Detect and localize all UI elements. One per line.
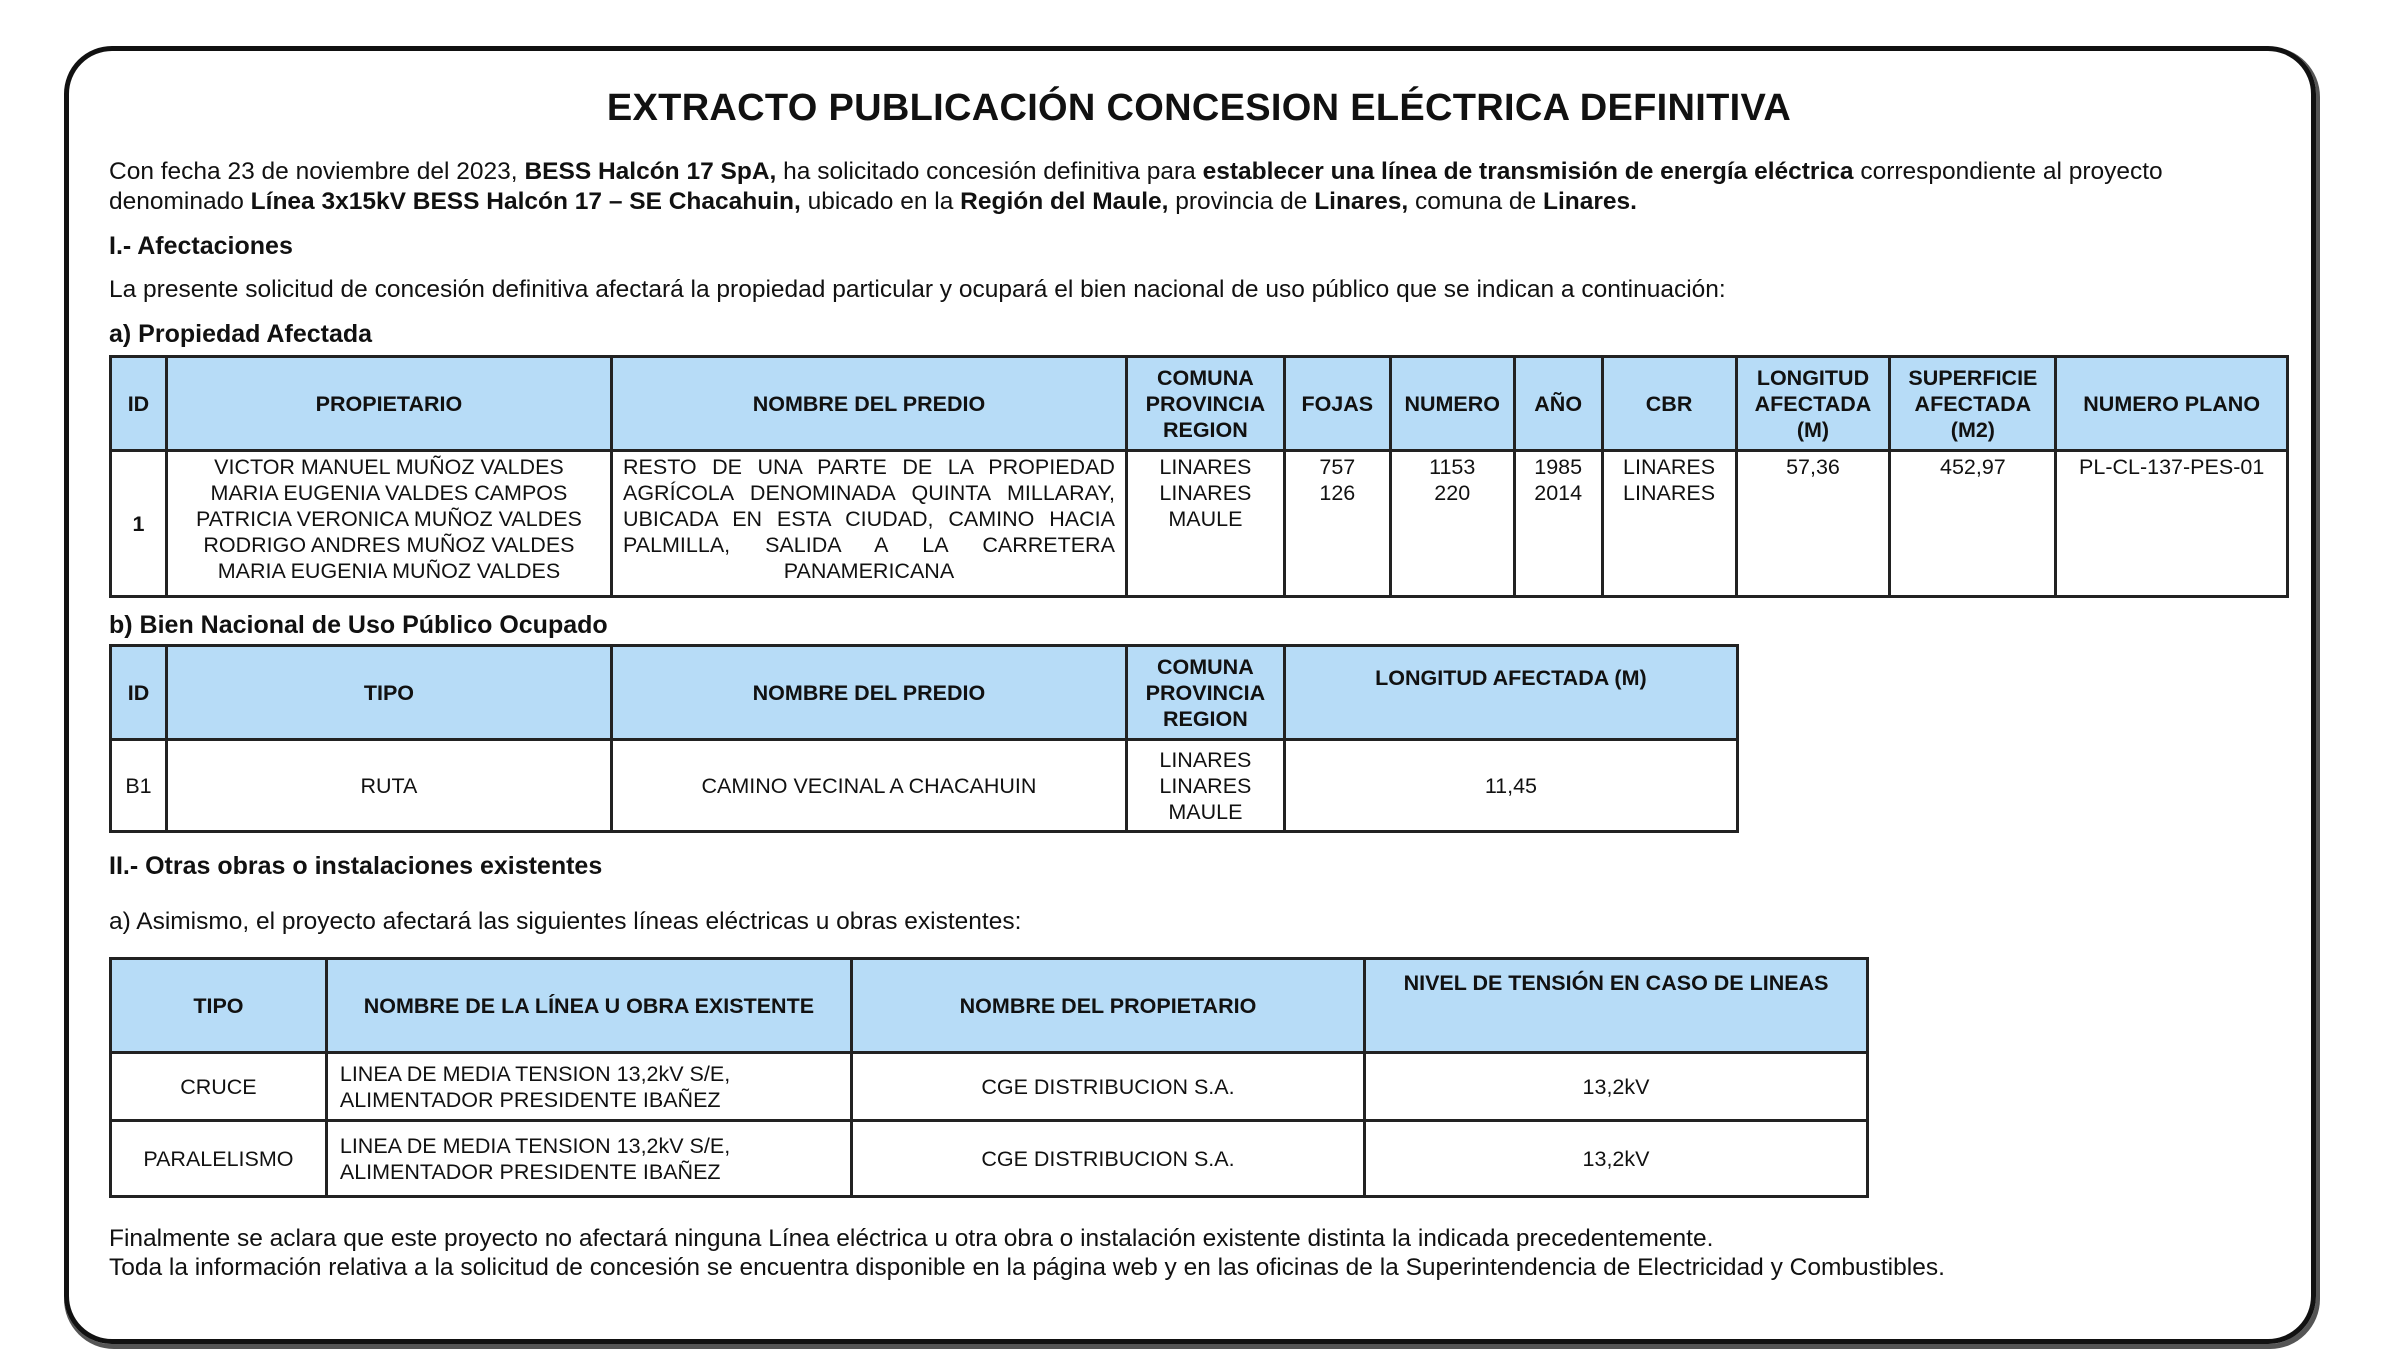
- table-row: [111, 740, 1738, 832]
- table-b-heading: b) Bien Nacional de Uso Público Ocupado: [109, 611, 608, 639]
- intro-province: Linares,: [1314, 188, 1409, 215]
- cell-superficie: 452,97: [1890, 451, 2056, 597]
- column-header: ID: [111, 357, 167, 451]
- cell-numero: 1153 220: [1390, 451, 1514, 597]
- column-header: NOMBRE DEL PROPIETARIO: [851, 959, 1364, 1053]
- cell-predio: RESTO DE UNA PARTE DE LA PROPIEDAD AGRÍCOLA DENOMINADA QUINTA MILLARAY, UBICADA EN ESTA CIUDAD, CAMINO HACIA PALMILLA, SALIDA A LA CARRETERA PANAMERICANA: [611, 451, 1126, 597]
- intro-purpose: establecer una línea de transmisión de energía eléctrica: [1202, 158, 1854, 185]
- intro-region: Región del Maule,: [960, 188, 1169, 215]
- table-a-heading: a) Propiedad Afectada: [109, 320, 373, 348]
- intro-commune: Linares.: [1543, 188, 1637, 215]
- column-header: SUPERFICIE AFECTADA (M2): [1890, 357, 2056, 451]
- document-body: [109, 85, 2289, 1282]
- footer-line-1: Finalmente se aclara que este proyecto no afectará ninguna Línea eléctrica u otra obra o instalación existente distinta la indicada precedentemente.: [109, 1225, 1714, 1252]
- intro-text: ubicado en la: [800, 188, 961, 215]
- section-heading-otras-obras: II.- Otras obras o instalaciones existentes: [109, 852, 603, 880]
- cell-tension: 13,2kV: [1365, 1121, 1868, 1197]
- intro-text: provincia de: [1168, 188, 1315, 215]
- cell-id: B1: [111, 740, 167, 832]
- table-c-header-row: [111, 959, 1868, 1053]
- cell-propietario: VICTOR MANUEL MUÑOZ VALDES MARIA EUGENIA VALDES CAMPOS PATRICIA VERONICA MUÑOZ VALDES RODRIGO ANDRES MUÑOZ VALDES MARIA EUGENIA MUÑOZ VALDES: [166, 451, 611, 597]
- column-header: NOMBRE DEL PREDIO: [611, 357, 1126, 451]
- section-text-afectaciones: La presente solicitud de concesión definitiva afectará la propiedad particular y ocupará el bien nacional de uso público que se indican a continuación:: [109, 276, 1726, 303]
- column-header: NOMBRE DE LA LÍNEA U OBRA EXISTENTE: [326, 959, 851, 1053]
- table-b-header-row: [111, 646, 1738, 740]
- document-title: EXTRACTO PUBLICACIÓN CONCESION ELÉCTRICA DEFINITIVA: [606, 87, 1792, 129]
- column-header: NIVEL DE TENSIÓN EN CASO DE LINEAS: [1365, 959, 1868, 1053]
- column-header: NOMBRE DEL PREDIO: [611, 646, 1126, 740]
- column-header: LONGITUD AFECTADA (M): [1284, 646, 1737, 740]
- intro-company: BESS Halcón 17 SpA,: [524, 158, 777, 185]
- intro-text: correspondiente al proyecto denominado: [109, 158, 2163, 215]
- cell-propietario: CGE DISTRIBUCION S.A.: [851, 1121, 1364, 1197]
- cell-tipo: PARALELISMO: [111, 1121, 327, 1197]
- cell-tipo: CRUCE: [111, 1053, 327, 1121]
- section-heading-afectaciones: I.- Afectaciones: [109, 232, 293, 260]
- intro-paragraph: [109, 157, 2289, 217]
- table-propiedad-afectada: [109, 355, 2289, 598]
- column-header: PROPIETARIO: [166, 357, 611, 451]
- table-row: [111, 1121, 1868, 1197]
- cell-tipo: RUTA: [166, 740, 611, 832]
- cell-fojas: 757 126: [1284, 451, 1390, 597]
- column-header: NUMERO PLANO: [2056, 357, 2288, 451]
- cell-comuna: LINARES LINARES MAULE: [1126, 451, 1284, 597]
- intro-project: Línea 3x15kV BESS Halcón 17 – SE Chacahuin,: [250, 188, 801, 215]
- column-header: ID: [111, 646, 167, 740]
- intro-text: comuna de: [1408, 188, 1543, 215]
- cell-comuna: LINARES LINARES MAULE: [1126, 740, 1284, 832]
- cell-longitud: 11,45: [1284, 740, 1737, 832]
- cell-longitud: 57,36: [1736, 451, 1890, 597]
- cell-predio: CAMINO VECINAL A CHACAHUIN: [611, 740, 1126, 832]
- cell-propietario: CGE DISTRIBUCION S.A.: [851, 1053, 1364, 1121]
- cell-nombre-linea: LINEA DE MEDIA TENSION 13,2kV S/E, ALIMENTADOR PRESIDENTE IBAÑEZ: [326, 1053, 851, 1121]
- column-header: CBR: [1602, 357, 1736, 451]
- column-header: AÑO: [1514, 357, 1602, 451]
- table-obras-existentes: [109, 957, 1869, 1198]
- table-bien-nacional: [109, 644, 1739, 833]
- column-header: COMUNA PROVINCIA REGION: [1126, 357, 1284, 451]
- column-header: TIPO: [111, 959, 327, 1053]
- cell-anio: 1985 2014: [1514, 451, 1602, 597]
- column-header: TIPO: [166, 646, 611, 740]
- section-text-otras-obras: a) Asimismo, el proyecto afectará las siguientes líneas eléctricas u obras existentes:: [109, 908, 1022, 935]
- cell-cbr: LINARES LINARES: [1602, 451, 1736, 597]
- column-header: COMUNA PROVINCIA REGION: [1126, 646, 1284, 740]
- column-header: NUMERO: [1390, 357, 1514, 451]
- cell-nombre-linea: LINEA DE MEDIA TENSION 13,2kV S/E, ALIMENTADOR PRESIDENTE IBAÑEZ: [326, 1121, 851, 1197]
- table-row: [111, 1053, 1868, 1121]
- document-frame: [64, 46, 2316, 1344]
- cell-id: 1: [111, 451, 167, 597]
- cell-plano: PL-CL-137-PES-01: [2056, 451, 2288, 597]
- footer-line-2: Toda la información relativa a la solicitud de concesión se encuentra disponible en la página web y en las oficinas de la Superintendencia de Electricidad y Combustibles.: [109, 1254, 1945, 1281]
- column-header: FOJAS: [1284, 357, 1390, 451]
- cell-tension: 13,2kV: [1365, 1053, 1868, 1121]
- table-row: [111, 451, 2288, 597]
- intro-text: Con fecha 23 de noviembre del 2023,: [109, 158, 525, 185]
- table-a-header-row: [111, 357, 2288, 451]
- column-header: LONGITUD AFECTADA (M): [1736, 357, 1890, 451]
- intro-text: ha solicitado concesión definitiva para: [776, 158, 1203, 185]
